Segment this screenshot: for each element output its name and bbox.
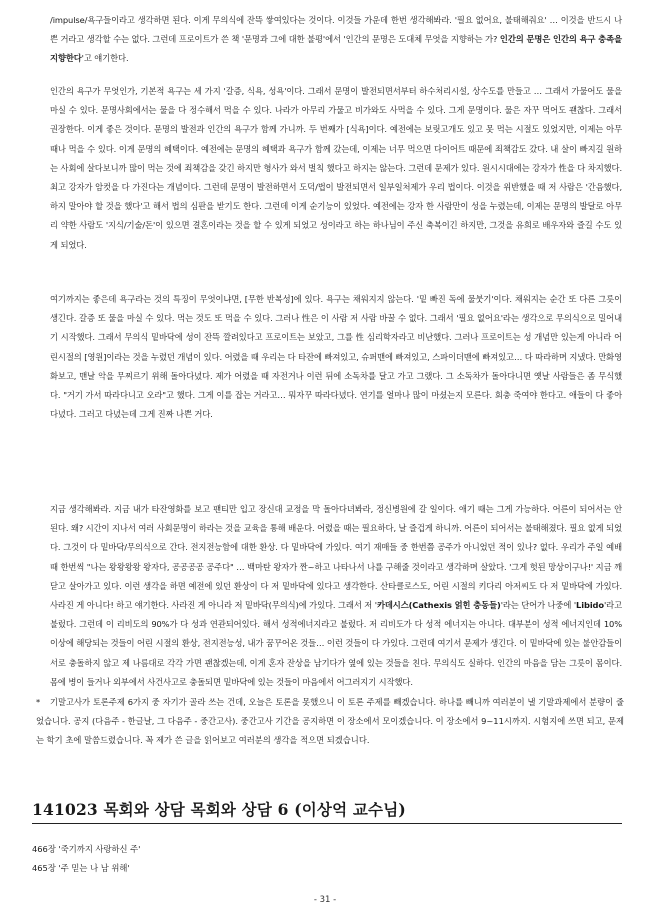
exam-notice bbox=[36, 693, 624, 751]
paragraph-4-lead: 지금 생각해봐라. 지금 내가 타잔영화를 보고 팬티만 입고 장신대 교정을 막 돌아다녀봐라, 정신병원에 갈 일이다. 애기 때는 그게 가능하다. 어른이 되어서는 안 된다. 왜? 시간이 지나서 여러 사회문명이 하라는 것을 교육을 통해 배운다. 어렸을 때는 필요하다, 날 즐겁게 하니까. 어른이 되어서는 불태해졌다. 필요 없게 되었다. 그것이 다 밑바닥/무의식으로 간다. 전지전능함에 대한 환상. 다 밑바닥에 가있다. 여기 재매들 중 한번쯤 공주가 아니었던 적이 있나? 없다. 우리가 주일 예배 때 한번씩 "나는 왕왕왕왕 왕자다, 공공공공 공주다" … 백마탄 왕자가 짠~하고 나타나서 나를 구해줄 것이라고 생각하며 살았다. '그게 헛된 망상이구나!' 지금 깨닫고 살아가고 있다. 이런 생각을 하면 예전에 있던 환상이 다 저 밑바닥에 있다고 생각한다. 산타클로스도, 어린 시절의 키다리 아저씨도 다 저 밑바닥에 가있다. 사라진 게 아니다! 하고 얘기한다. 사라진 게 아니라 저 밑바닥(무의식)에 가있다. 그래서 저 ' bbox=[50, 504, 622, 611]
paragraph-1-text: /impulse/욕구들이라고 생각하면 된다. 이게 무의식에 잔뜩 쌓여있다는 것이다. 이것들 가운데 한번 생각해봐라. '필요 없어요, 불태해줘요' … 이것을 반드시 나쁜 거라고 생각할 수는 없다. 그런데 프로이트가 쓴 책 '문명과 그에 대한 불평'에서 '인간의 문명은 도대체 무엇을 지향하는 가? bbox=[50, 15, 622, 45]
libido-term: Libido bbox=[576, 600, 604, 611]
hymn-item: 466장 '죽기까지 사랑하신 주' bbox=[32, 844, 141, 854]
paragraph-2: 인간의 욕구가 무엇인가, 기본적 욕구는 세 가지 '갈증, 식욕, 성욕'이다. 그래서 문명이 발전되면서부터 하수처리시설, 상수도를 만들고 … 그래서 가물어도 물을 마실 수 있다. 문명사회에서는 물을 다 정수해서 먹을 수 있다. 나라가 아무리 가물고 비가와도 사먹을 수 있다. 그게 문명이다. 물은 자꾸 먹어도 괜찮다. 그래서 권장한다. 이게 좋은 것이다. 문명의 발전과 인간의 욕구가 함께 가니까. 두 번째가 [식욕]이다. 예전에는 보릿고개도 있고 못 먹는 시절도 있었지만, 이제는 아무 때나 먹을 수 있다. 이게 문명의 혜택이다. 예전에는 문명의 혜택과 욕구가 함께 갔는데, 이제는 너무 먹으면 다이어트 때문에 죄책감도 갔다. 내 살이 빠지길 원하는 사회에 살다보니까 많이 먹는 것에 죄책감을 갖긴 하지만 형사가 와서 벌칙 했다고 하지는 않는다. 그런데 문제가 있다. 원시시대에는 강자가 性을 다 차지했다. 최고 강자가 암컷을 다 가진다는 개념이다. 그런데 문명이 발전하면서 도덕/법이 발전되면서 일부일처제가 우리 법이다. 이것을 위반했을 때 저 사람은 '간음했다, 하지 말아야 할 것을 했다'고 해서 법의 심판을 받기도 한다. 그런데 이게 순기능이 있었다. 예전에는 강자 한 사람만이 성을 누렸는데, 이제는 문명의 발달로 아무리 약한 사람도 '지식/기술/돈'이 있으면 결혼이라는 것을 할 수 있게 되었고 성이라고 하는 하나님이 주신 축복이긴 하지만, 그것을 유희로 배우자와 즐길 수도 있게 되었다. bbox=[50, 86, 622, 250]
page-number: - 31 - bbox=[313, 895, 337, 905]
paragraph-3: 여기까지는 좋은데 욕구라는 것의 특징이 무엇이냐면, [무한 반복성]에 있다. 욕구는 채워지지 않는다. '밑 빠진 독에 물붓기'이다. 채워지는 순간 또 다른 그릇이 생긴다. 갈증 또 물을 마실 수 있다. 먹는 것도 또 먹을 수 있다. 그러나 性은 이 사람 저 사람 바꿀 수 없다. 그래서 '필요 없어요'라는 생각으로 무의식으로 밀어내기 시작했다. 그래서 무의식 밑바닥에 성이 잔뜩 깔려있다고 프로이트는 보았고, 그를 性 심리학자라고 비난했다. 그러나 프로이트는 성 개념만 있는게 아니라 어린시절의 [영원]이라는 것을 누렸던 개념이 있다. 어렸을 때 우리는 다 타잔에 빠져있고, 슈퍼맨에 빠져있고, 스파이더맨에 빠져있고… 다 따라하며 지냈다. 만화영화보고, 맨날 악을 무찌르기 위해 돌아다녔다. 제가 어렸을 때 자전거나 이런 뒤에 소독차를 달고 가고 그랬다. 그 소독차가 돌아다니면 옛날 사람들은 좀 무식했다. "거기 가서 따라다니고 오라"고 했다. 그게 이를 잡는 거라고… 뭐자꾸 따라다녔다. 연기를 얼마나 많이 마셨는지 모른다. 회충 죽여야 한다고. 애들이 다 좋아다녔다. 그러고 다녔는데 그게 진짜 나쁜 거다. bbox=[50, 294, 622, 420]
section-title: 141023 목회와 상담 목회와 상담 6 (이상억 교수님) bbox=[32, 798, 622, 824]
paragraph-4-tail: '라고 불렀다. 그런데 이 리비도의 90%가 다 성과 연관되어있다. 해서 성적에너지라고 불렀다. 저 리비도가 다 성적 에너지는 아니다. 대부분이 성적 에너지인데 10% 이상에 해당되는 것들이 어린 시절의 환상, 전지전능성, 내가 꿈꾸어온 것들… 이런 것들이 다 가있다. 그런데 여기서 문제가 생긴다. 이 밑바닥에 있는 불안감들이 서로 충돌하지 않고 제 나름대로 각각 가면 괜찮겠는데, 이게 혼자 잔상을 남기다가 옆에 있는 것들을 친다. 무의식도 실하다. 인간의 마음을 담는 그릇이 몸이다. 몸에 병이 들거나 외부에서 사건사고로 충돌되면 밑바닥에 있는 것들이 마음에서 어그러지기 시작했다. bbox=[50, 600, 623, 687]
paragraph-4-mid: '라는 단어가 나중에 ' bbox=[500, 600, 577, 611]
cathexis-term: 카데시스(Cathexis 얽힌 충동들) bbox=[376, 600, 501, 611]
paragraph-4 bbox=[50, 500, 622, 692]
hymn-list bbox=[32, 840, 140, 877]
note-asterisk: * bbox=[36, 697, 41, 707]
exam-notice-text: 기말고사가 토론주제 6가지 중 자기가 골라 쓰는 건데, 오늘은 토론을 못했으니 이 토론 주제를 빼겠습니다. 하나를 빼니까 여러분이 낼 기말과제에서 분량이 줄었습니다. 공지 (다음주 - 한글날, 그 다음주 - 중간고사). 중간고사 기간을 공지하면 이 장소에서 모이겠습니다. 이 장소에서 9~11시까지. 시험지에 쓰면 되고, 문제는 학기 초에 말씀드렸습니다. 꼭 제가 쓴 글을 읽어보고 여러분의 생각을 적으면 되겠습니다. bbox=[36, 697, 624, 746]
paragraph-1-emphasis: 인간의 문명은 인간의 욕구 충족을 지향한다 bbox=[50, 34, 622, 64]
hymn-item: 465장 '주 믿는 나 남 위해' bbox=[32, 862, 130, 873]
paragraph-1-end: '고 얘기한다. bbox=[81, 53, 129, 64]
paragraph-1 bbox=[50, 11, 622, 69]
